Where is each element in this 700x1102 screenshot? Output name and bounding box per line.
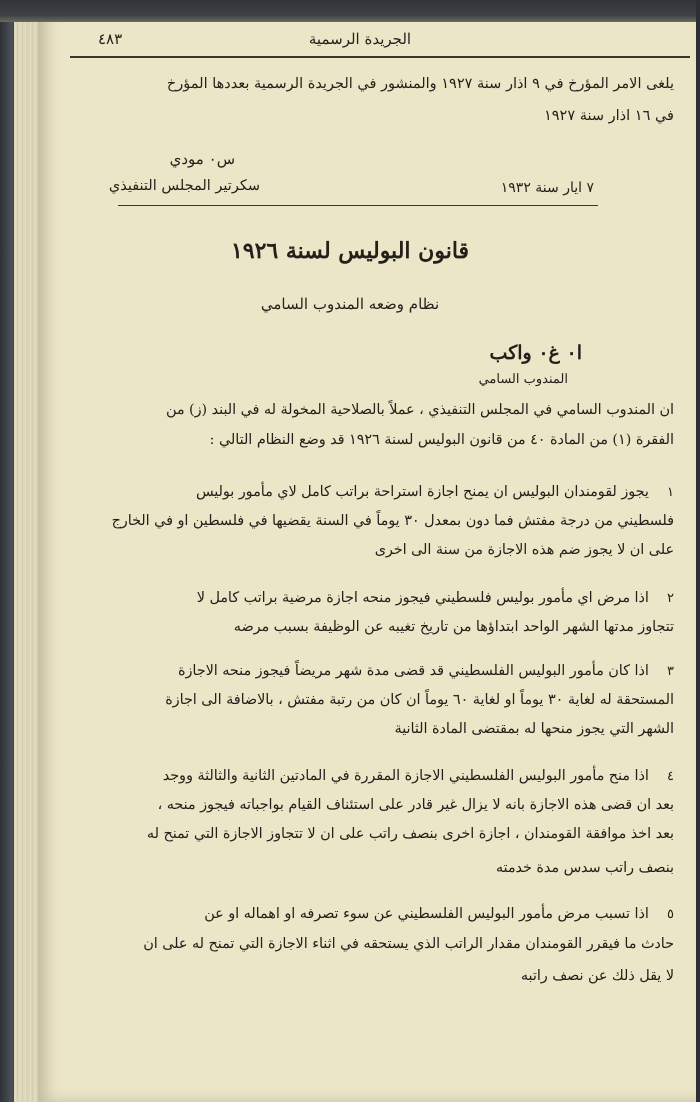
header-rule (70, 56, 690, 58)
article-4-line-3: بعد اخذ موافقة القومندان ، اجازة اخرى بنصف راتب على ان لا تتجاوز الاجازة التي تمنح له (146, 826, 674, 842)
article-5-line-3: لا يقل ذلك عن نصف راتبه (520, 968, 674, 984)
signatory-name: س٠ مودي (169, 150, 235, 168)
article-number: ٤ (667, 769, 674, 784)
law-title: قانون البوليس لسنة ١٩٢٦ (230, 238, 470, 264)
article-number: ٣ (667, 664, 674, 679)
article-4-line-1 (163, 768, 674, 784)
article-5-line-1 (204, 906, 674, 922)
book-binding-top (0, 0, 700, 22)
issuer-name: ا٠ غ٠ واكب (489, 342, 582, 364)
law-subtitle: نظام وضعه المندوب السامي (260, 295, 440, 313)
book-binding-right (696, 0, 700, 1102)
intro-line-1: يلغى الامر المؤرخ في ٩ اذار سنة ١٩٢٧ والمنشور في الجريدة الرسمية بعددها المؤرخ (166, 76, 674, 92)
article-text: اذا كان مأمور البوليس الفلسطيني قد قضى مدة شهر مريضاً فيجوز منحه الاجازة (177, 663, 649, 679)
article-text: يجوز لقومندان البوليس ان يمنح اجازة استراحة براتب كامل لاي مأمور بوليس (195, 484, 649, 500)
article-5-line-2: حادث ما فيقرر القومندان مقدار الراتب الذي يستحقه في اثناء الاجازة التي تمنح له على ان (143, 936, 674, 952)
article-number: ٢ (667, 591, 674, 606)
intro-line-2: في ١٦ اذار سنة ١٩٢٧ (543, 108, 674, 124)
issuer-title: المندوب السامي (478, 372, 568, 387)
article-3-line-3: الشهر التي يجوز منحها له بمقتضى المادة الثانية (394, 721, 674, 737)
preamble-line-2: الفقرة (١) من المادة ٤٠ من قانون البوليس لسنة ١٩٢٦ قد وضع النظام التالي : (209, 432, 674, 448)
article-number: ١ (667, 485, 674, 500)
preamble-line-1: ان المندوب السامي في المجلس التنفيذي ، عملاً بالصلاحية المخولة له في البند (ز) من (165, 402, 674, 418)
article-1-line-2: فلسطيني من درجة مفتش فما دون بمعدل ٣٠ يوماً في السنة يقضيها في فلسطين او في الخارج (111, 513, 674, 529)
article-2-line-2: تتجاوز مدتها الشهر الواحد ابتداؤها من تاريخ تغيبه عن الوظيفة بسبب مرضه (233, 619, 674, 635)
article-text: اذا منح مأمور البوليس الفلسطيني الاجازة المقررة في المادتين الثانية والثالثة ووجد (162, 768, 649, 784)
article-2-line-1 (197, 590, 674, 606)
article-3-line-2: المستحقة له لغاية ٣٠ يوماً او لغاية ٦٠ يوماً ان كان من رتبة مفتش ، بالاضافة الى اجازة (165, 692, 674, 708)
article-1-line-3: على ان لا يجوز ضم هذه الاجازة من سنة الى اخرى (374, 542, 674, 558)
article-text: اذا مرض اي مأمور بوليس فلسطيني فيجوز منحه اجازة مرضية براتب كامل لا (196, 590, 649, 606)
section-divider (118, 205, 598, 206)
signatory-title: سكرتير المجلس التنفيذي (108, 178, 260, 194)
article-1-line-1 (196, 484, 674, 500)
article-text: اذا تسبب مرض مأمور البوليس الفلسطيني عن سوء تصرفه او اهماله او عن (204, 906, 649, 922)
signature-date: ٧ ايار سنة ١٩٣٢ (500, 180, 594, 196)
article-number: ٥ (667, 907, 674, 922)
gazette-title: الجريدة الرسمية (308, 30, 412, 48)
page-number: ٤٨٣ (98, 30, 123, 48)
article-4-line-4: بنصف راتب سدس مدة خدمته (495, 860, 674, 876)
article-3-line-1 (178, 663, 674, 679)
article-4-line-2: بعد ان قضى هذه الاجازة بانه لا يزال غير قادر على استئناف القيام بواجباته فيجوز منحه ، (157, 797, 674, 813)
